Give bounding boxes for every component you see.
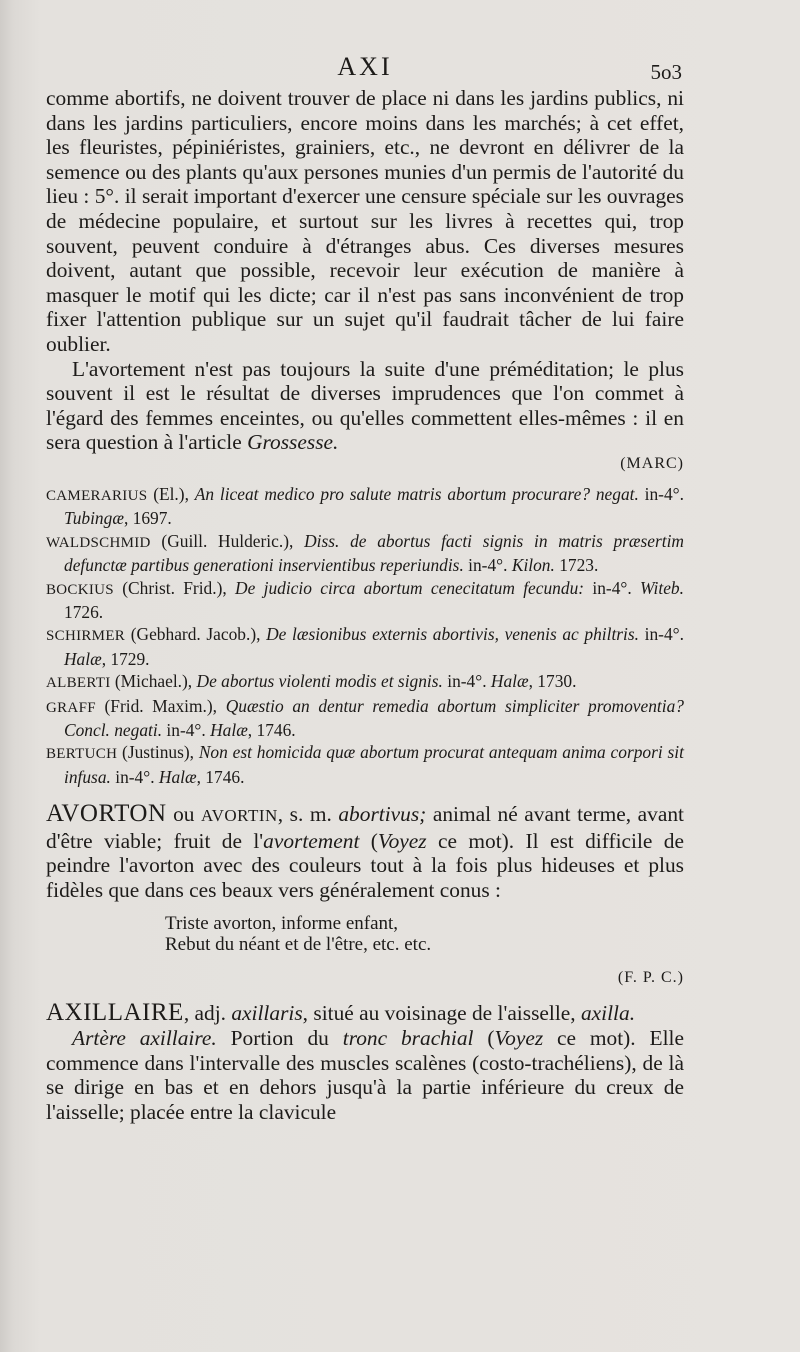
paragraph-artere-axillaire: Artère axillaire. Portion du tronc brachial (Voyez ce mot). Elle commence dans l'intervalle des muscles scalènes (costo-trachéliens), de là se dirige en bas et en dehors jusqu'à la partie inférieure du creux de l'aisselle; placée entre la clavicule: [46, 1025, 684, 1124]
author-signature-marc: (MARC): [620, 454, 684, 472]
author-signature-fpc: (F. P. C.): [617, 969, 684, 987]
bib-entry: ALBERTI (Michael.), De abortus violenti modis et signis. in-4°. Halæ, 1730.: [46, 671, 577, 692]
variant-avortin: AVORTIN: [201, 806, 278, 826]
page-header: [0, 52, 800, 88]
entry-axillaire: AXILLAIRE, adj. axillaris, situé au voisinage de l'aisselle, axilla.: [46, 999, 636, 1027]
bib-entry: BERTUCH (Justinus), Non est homicida quæ abortum procurat antequam anima corpori sit infusa. in-4°. Halæ, 1746.: [46, 742, 684, 787]
headword-avorton: AVORTON: [46, 800, 167, 828]
bib-entry: WALDSCHMID (Guill. Hulderic.), Diss. de abortus facti signis in matris præsertim defunctæ partibus generationi inservientibus reperiundis. in-4°. Kilon. 1723.: [46, 530, 684, 576]
cross-ref-grossesse: Grossesse.: [247, 430, 339, 455]
cross-ref-tronc-brachial: tronc brachial: [342, 1025, 474, 1050]
paragraph-avortement-text: L'avortement n'est pas toujours la suite d'une préméditation; le plus souvent il est le résultat de diverses imprudences que l'on commet à l'égard des femmes enceintes, ou qu'elles commettent elles-mêmes : il en sera question à l'article: [46, 356, 684, 455]
subheading-artere-axillaire: Artère axillaire.: [72, 1025, 217, 1050]
verse-line: Triste avorton, informe enfant,: [165, 912, 399, 934]
page-body: [46, 86, 684, 1124]
page-number: 5o3: [650, 60, 682, 84]
bib-entry: CAMERARIUS (El.), An liceat medico pro salute matris abortum procurare? negat. in-4°. Tubingæ, 1697.: [46, 483, 684, 529]
entry-avorton: AVORTON ou AVORTIN, s. m. abortivus; animal né avant terme, avant d'être viable; fruit de l'avortement (Voyez ce mot). Il est difficile de peindre l'avorton avec des couleurs tout à la fois plus hideuses et plus fidèles que dans ces beaux vers généralement conus :: [46, 800, 684, 902]
paragraph-abortifs: comme abortifs, ne doivent trouver de place ni dans les jardins publics, ni dans les jardins particuliers, encore moins dans les marchés; à cet effet, les fleuristes, pépiniéristes, grainiers, etc., ne devront en délivrer de la semence ou des plants qu'aux persones munies d'un permis de l'autorité du lieu : 5°. il serait important d'exercer une censure spéciale sur les ouvrages de médecine populaire, et surtout sur les livres à recettes qui, trop souvent, peuvent conduire à d'étranges abus. Ces diverses mesures doivent, autant que possible, recevoir leur exécution de manière à masquer le motif qui les dicte; car il n'est pas sans inconvénient de trop fixer l'attention publique sur un sujet qu'il faudrait tâcher de lui faire oublier.: [46, 86, 684, 356]
bib-entry: BOCKIUS (Christ. Frid.), De judicio circa abortum cenecitatum fecundu: in-4°. Witeb. 1726.: [46, 577, 684, 622]
verse-line: Rebut du néant et de l'être, etc. etc.: [165, 933, 432, 955]
cross-ref-avortement: avortement: [263, 828, 360, 853]
headword-axillaire: AXILLAIRE: [46, 999, 184, 1027]
bibliography: [46, 483, 684, 788]
verse-quote: [165, 913, 684, 956]
running-head: AXI: [337, 52, 393, 81]
bib-entry: GRAFF (Frid. Maxim.), Quæstio an dentur remedia abortum simpliciter promoventia? Concl. negati. in-4°. Halæ, 1746.: [46, 695, 684, 740]
paragraph-avortement: [46, 357, 684, 455]
bib-entry: SCHIRMER (Gebhard. Jacob.), De læsionibus externis abortivis, venenis ac philtris. in-4°. Halæ, 1729.: [46, 624, 684, 669]
